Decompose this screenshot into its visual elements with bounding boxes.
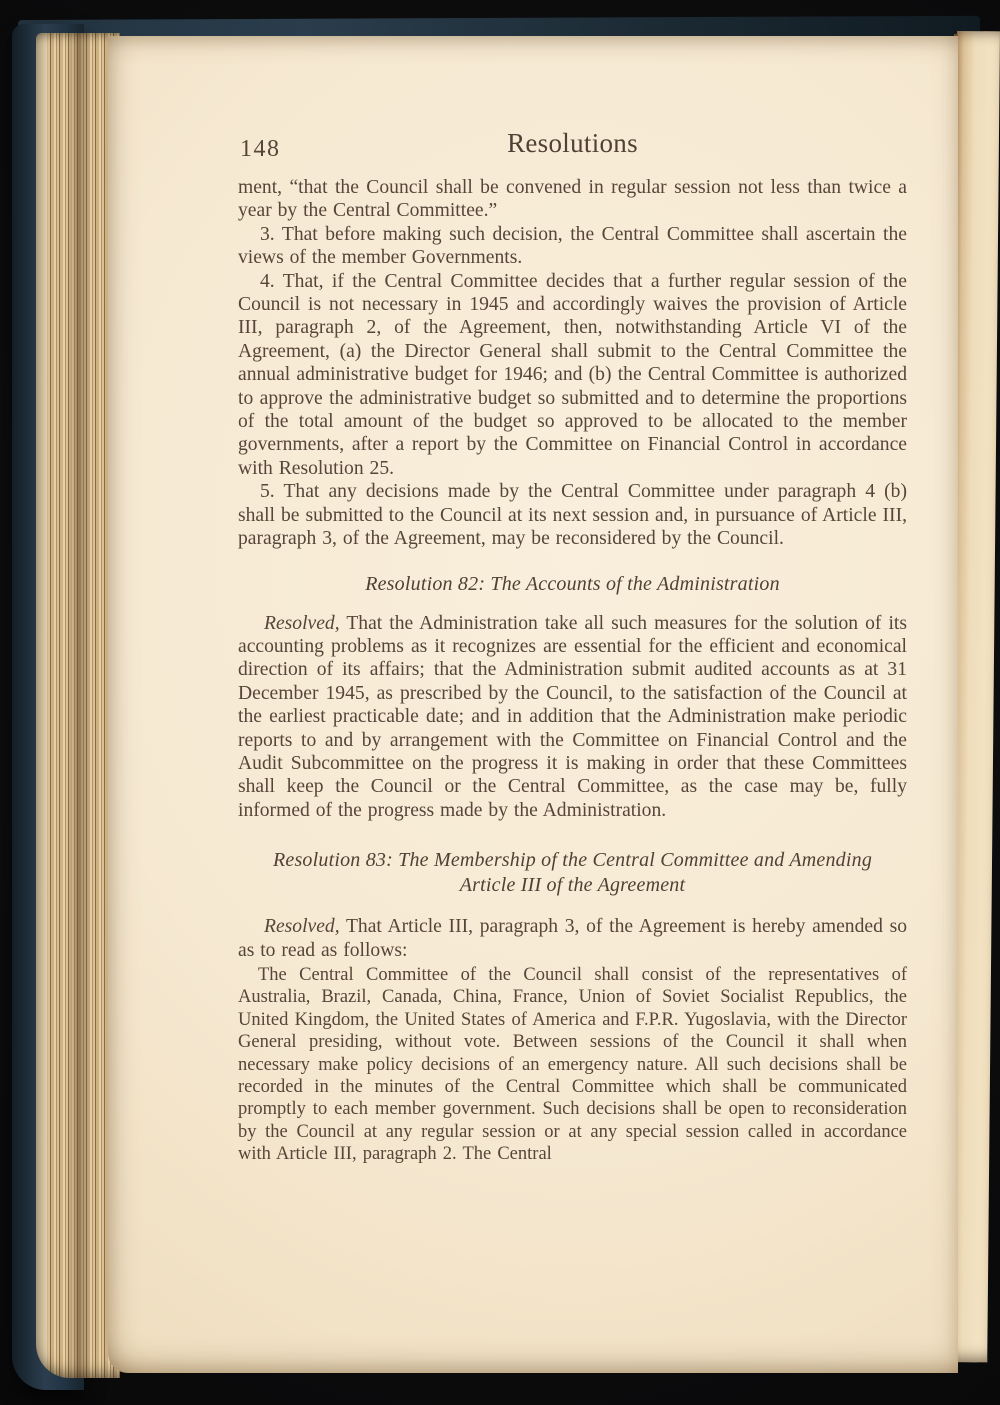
resolution-82-heading: Resolution 82: The Accounts of the Administration xyxy=(365,572,780,595)
text-block xyxy=(238,36,907,1166)
resolution-83-heading: Resolution 83: The Membership of the Central Committee and Amending Article III of the Agreement xyxy=(272,849,873,897)
paragraph-continuation: ment, “that the Council shall be convened in regular session not less than twice a year by the Central Committee.” xyxy=(238,177,907,222)
resolution-82-text: That the Administration take all such measures for the solution of its accounting problems as it recognizes are essential for the efficient and economical direction of its affairs; that the Administration submit audited accounts as at 31 December 1945, as prescribed by the Council, to the satisfaction of the Council at the earliest practicable date; and in addition that the Administration make periodic reports to and by arrangement with the Committee on Financial Control and the Audit Subcommittee on the progress it is making in order that these Committees shall keep the Council or the Central Committee, as the case may be, fully informed of the progress made by the Administration. xyxy=(238,612,907,821)
paragraph-resolution-82 xyxy=(238,612,907,823)
paragraph-item-3: 3. That before making such decision, the Central Committee shall ascertain the views of the member Governments. xyxy=(238,223,907,269)
resolved-lead-82: Resolved, xyxy=(264,612,340,634)
resolution-83-intro-text: That Article III, paragraph 3, of the Agreement is hereby amended so as to read as follows: xyxy=(238,916,907,961)
page-number: 148 xyxy=(240,136,281,162)
paragraph-resolution-83-intro xyxy=(238,915,907,962)
paragraph-item-4: 4. That, if the Central Committee decides that a further regular session of the Council is not necessary in 1945 and accordingly waives the provision of Article III, paragraph 2, of the Agreement, then, notwithstanding Article VI of the Agreement, (a) the Director General shall submit to the Central Committee the annual administrative budget for 1946; and (b) the Central Committee is authorized to approve the administrative budget so submitted and to determine the proportions of the total amount of the budget so approved to be allocated to the member governments, after a report by the Committee on Financial Control in accordance with Resolution 25. xyxy=(238,270,907,479)
resolved-lead-83: Resolved, xyxy=(264,916,340,938)
paragraph-item-5: 5. That any decisions made by the Central Committee under paragraph 4 (b) shall be submitted to the Council at its next session and, in pursuance of Article III, paragraph 3, of the Agreement, may be reconsidered by the Council. xyxy=(238,481,907,550)
book-page xyxy=(108,36,958,1373)
running-head: Resolutions xyxy=(507,128,638,158)
paragraph-amendment-text: The Central Committee of the Council shall consist of the representatives of Australia, Brazil, Canada, China, France, Union of Soviet Socialist Republics, the United Kingdom, the United States of America and F.P.R. Yugoslavia, with the Director General presiding, without vote. Between sessions of the Council it shall when necessary make policy decisions of an emergency nature. All such decisions shall be recorded in the minutes of the Central Committee which shall be communicated promptly to each member government. Such decisions shall be open to reconsideration by the Council at any regular session or at any special session called in accordance with Article III, paragraph 2. The Central xyxy=(238,964,907,1165)
page-header xyxy=(238,128,907,168)
